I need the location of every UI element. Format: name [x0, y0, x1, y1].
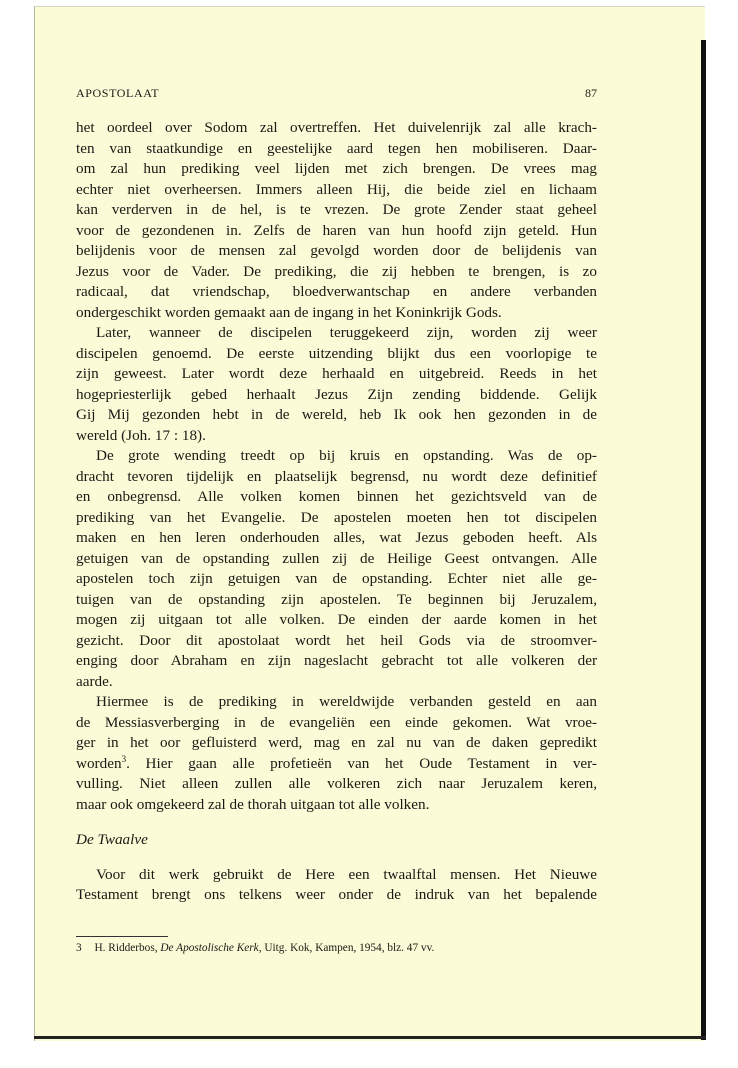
text-line: belijdenis voor de mensen zal gevolgd worden door de belijdenis van	[76, 242, 597, 259]
text-line: ten van staatkundige en geestelijke aard tegen hen mobiliseren. Daar-	[76, 139, 597, 157]
footnote-rule	[76, 936, 168, 937]
text-line: voor de gezondenen in. Zelfs de haren van hun hoofd zijn geteld. Hun	[76, 221, 597, 239]
page-number: 87	[585, 86, 597, 100]
scan-edge-shadow	[701, 40, 706, 1040]
text-line: mogen zij uitgaan tot alle volken. De einden der aarde komen in het	[76, 611, 597, 628]
text-line: de Messiasverberging in de evangeliën een einde gekomen. Wat vroe-	[76, 713, 597, 731]
running-header	[76, 86, 597, 101]
scan-bottom-edge	[34, 1036, 706, 1039]
text-line: tuigen van de opstanding zijn apostelen. Te beginnen bij Jeruzalem,	[76, 590, 597, 608]
footnote-author: H. Ridderbos,	[94, 942, 158, 954]
text-line: zijn geweest. Later wordt deze herhaald en uitgebreid. Reeds in het	[76, 365, 597, 382]
running-title: APOSTOLAAT	[76, 86, 160, 100]
footnote-marker: 3	[121, 753, 127, 764]
text-line: dracht tevoren tijdelijk en plaatselijk begrensd, nu wordt deze definitief	[76, 467, 597, 485]
text-line: ger in het oor gefluisterd werd, mag en zal nu van de daken gepredikt	[76, 734, 597, 751]
text-line: Voor dit werk gebruikt de Here een twaalftal mensen. Het Nieuwe	[96, 865, 597, 883]
text-fragment: . Hier gaan alle profetieën van het Oude Testament in ver-	[126, 754, 597, 772]
text-line: kan verderven in de hel, is te vrezen. De grote Zender staat geheel	[76, 201, 597, 218]
section-heading: De Twaalve	[76, 831, 148, 848]
text-line: hogepriesterlijk gebed herhaalt Jezus Zijn zending biddende. Gelijk	[76, 385, 597, 403]
text-line: getuigen van de opstanding zullen zij de Heilige Geest ontvangen. Alle	[76, 549, 597, 567]
footnote-title: De Apostolische Kerk,	[160, 942, 262, 954]
text-line: aarde.	[76, 672, 113, 690]
text-line: Hiermee is de prediking in wereldwijde verbanden gesteld en aan	[96, 693, 597, 710]
text-line: wereld (Joh. 17 : 18).	[76, 426, 206, 444]
text-line: Testament brengt ons telkens weer onder de indruk van het bepalende	[76, 886, 597, 903]
text-line: gezicht. Door dit apostolaat wordt het heil Gods via de stroomver-	[76, 631, 597, 649]
text-line: enging door Abraham en zijn nageslacht gebracht tot alle volkeren der	[76, 652, 597, 669]
text-line: maar ook omgekeerd zal de thorah uitgaan tot alle volken.	[76, 795, 430, 813]
footnote	[76, 942, 597, 954]
text-fragment: worden	[76, 754, 122, 772]
text-line: om zal hun prediking veel lijden met zich brengen. De vrees mag	[76, 160, 597, 177]
text-line: ondergeschikt worden gemaakt aan de ingang in het Koninkrijk Gods.	[76, 303, 502, 321]
text-line: en onbegrensd. Alle volken komen binnen het gezichtsveld van de	[76, 488, 597, 505]
text-line: vulling. Niet alleen zullen alle volkeren zich naar Jeruzalem keren,	[76, 775, 597, 792]
body-text	[76, 118, 597, 906]
text-line: Jezus voor de Vader. De prediking, die zij hebben te brengen, is zo	[76, 262, 597, 280]
text-line: maken en hen leren onderhouden alles, wat Jezus geboden heeft. Als	[76, 529, 597, 546]
text-line: echter niet overheersen. Immers alleen Hij, die beide ziel en lichaam	[76, 180, 597, 198]
text-line: radicaal, dat vriendschap, bloedverwantschap en andere verbanden	[76, 283, 597, 300]
text-line	[76, 754, 597, 775]
text-line: apostelen toch zijn getuigen van de opstanding. Echter niet alle ge-	[76, 570, 597, 587]
text-line: het oordeel over Sodom zal overtreffen. Het duivelenrijk zal alle krach-	[76, 119, 597, 136]
text-line: De grote wending treedt op bij kruis en opstanding. Was de op-	[96, 447, 597, 464]
text-line: prediking van het Evangelie. De apostelen moeten hen tot discipelen	[76, 508, 597, 526]
footnote-number: 3	[76, 942, 82, 954]
text-line: Later, wanneer de discipelen teruggekeerd zijn, worden zij weer	[96, 324, 597, 341]
footnote-publisher: Uitg. Kok, Kampen, 1954, blz. 47 vv.	[264, 942, 435, 954]
text-line: Gij Mij gezonden hebt in de wereld, heb Ik ook hen gezonden in de	[76, 406, 597, 423]
text-line: discipelen genoemd. De eerste uitzending blijkt dus een voorlopige te	[76, 344, 597, 362]
